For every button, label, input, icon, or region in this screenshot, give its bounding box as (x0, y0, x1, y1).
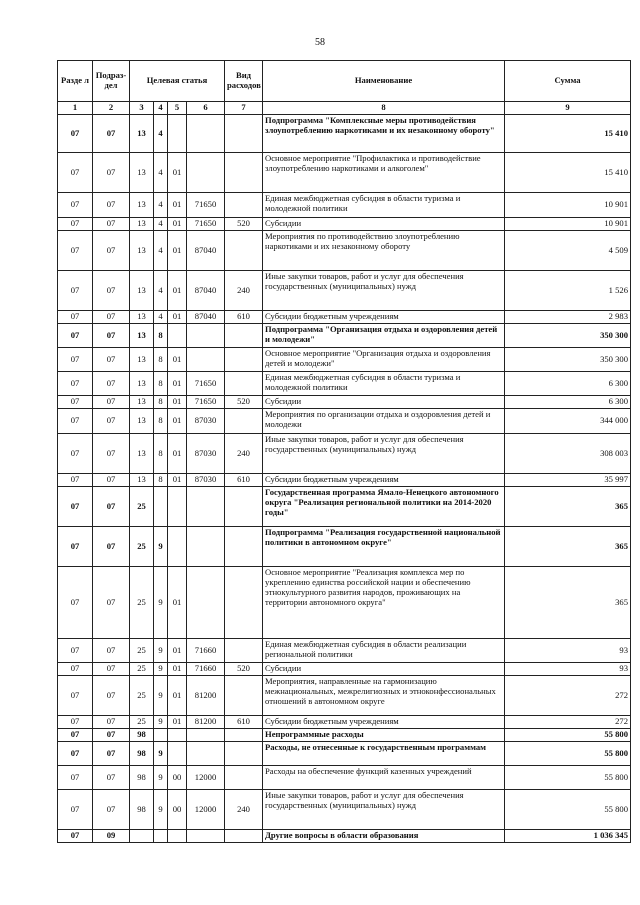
col-razdel: 07 (58, 830, 93, 843)
col-program: 13 (130, 153, 154, 193)
col-expense-type (225, 729, 263, 742)
col-event: 01 (168, 271, 187, 311)
table-row (58, 348, 631, 372)
col-sum: 10 901 (505, 193, 631, 218)
col-name: Государственная программа Ямало-Ненецкого автономного округа "Реализация региональной политики на 2014-2020 годы" (263, 487, 505, 527)
col-subprogram: 4 (154, 231, 168, 271)
col-program: 25 (130, 663, 154, 676)
col-razdel: 07 (58, 527, 93, 567)
col-razdel: 07 (58, 409, 93, 434)
col-direction (187, 567, 225, 639)
col-podrazdel: 07 (93, 527, 130, 567)
col-podrazdel: 07 (93, 434, 130, 474)
col-name: Субсидии бюджетным учреждениям (263, 716, 505, 729)
table-row (58, 639, 631, 663)
col-name: Субсидии (263, 218, 505, 231)
col-sum: 10 901 (505, 218, 631, 231)
col-podrazdel: 07 (93, 716, 130, 729)
col-direction (187, 153, 225, 193)
col-name: Подпрограмма "Реализация государственной национальной политики в автономном округе" (263, 527, 505, 567)
col-podrazdel: 07 (93, 271, 130, 311)
col-direction: 87030 (187, 409, 225, 434)
col-name: Расходы, не отнесенные к государственным программам (263, 742, 505, 766)
col-direction (187, 487, 225, 527)
table-row (58, 729, 631, 742)
col-podrazdel: 07 (93, 115, 130, 153)
col-event: 01 (168, 193, 187, 218)
col-event: 01 (168, 474, 187, 487)
col-subprogram: 4 (154, 193, 168, 218)
col-expense-type (225, 742, 263, 766)
col-podrazdel: 07 (93, 676, 130, 716)
col-subprogram: 8 (154, 474, 168, 487)
col-direction: 87040 (187, 311, 225, 324)
column-number: 1 (58, 102, 93, 115)
col-razdel: 07 (58, 153, 93, 193)
col-program: 25 (130, 639, 154, 663)
col-event (168, 324, 187, 348)
table-row (58, 487, 631, 527)
table-row (58, 372, 631, 396)
column-number: 3 (130, 102, 154, 115)
col-name: Расходы на обеспечение функций казенных учреждений (263, 766, 505, 790)
col-name: Подпрограмма "Комплексные меры противодействия злоупотреблению наркотиками и их незаконному обороту" (263, 115, 505, 153)
col-subprogram: 9 (154, 567, 168, 639)
col-expense-type (225, 153, 263, 193)
col-razdel: 07 (58, 311, 93, 324)
col-razdel: 07 (58, 639, 93, 663)
col-expense-type: 520 (225, 663, 263, 676)
col-event: 01 (168, 434, 187, 474)
col-subprogram: 8 (154, 348, 168, 372)
col-direction: 87030 (187, 434, 225, 474)
col-sum: 93 (505, 639, 631, 663)
col-subprogram (154, 487, 168, 527)
col-event: 01 (168, 396, 187, 409)
col-event (168, 830, 187, 843)
col-sum: 272 (505, 676, 631, 716)
col-subprogram: 4 (154, 271, 168, 311)
col-expense-type (225, 193, 263, 218)
col-direction: 12000 (187, 790, 225, 830)
col-sum: 365 (505, 527, 631, 567)
col-razdel: 07 (58, 790, 93, 830)
col-expense-type (225, 372, 263, 396)
col-sum: 1 526 (505, 271, 631, 311)
col-name: Основное мероприятие "Профилактика и противодействие злоупотреблению наркотиками и алкоголем" (263, 153, 505, 193)
page-number: 58 (315, 37, 325, 48)
col-direction: 71660 (187, 639, 225, 663)
table-row (58, 766, 631, 790)
col-razdel: 07 (58, 487, 93, 527)
col-razdel: 07 (58, 663, 93, 676)
col-event (168, 742, 187, 766)
col-direction (187, 324, 225, 348)
col-podrazdel: 07 (93, 396, 130, 409)
column-number: 2 (93, 102, 130, 115)
col-expense-type (225, 487, 263, 527)
col-name: Иные закупки товаров, работ и услуг для обеспечения государственных (муниципальных) нужд (263, 434, 505, 474)
table-row (58, 324, 631, 348)
col-expense-type (225, 567, 263, 639)
col-podrazdel: 07 (93, 487, 130, 527)
col-razdel: 07 (58, 231, 93, 271)
col-expense-type: 610 (225, 311, 263, 324)
col-razdel: 07 (58, 193, 93, 218)
col-event (168, 729, 187, 742)
column-number: 8 (263, 102, 505, 115)
col-program: 13 (130, 434, 154, 474)
col-direction (187, 527, 225, 567)
col-direction (187, 115, 225, 153)
col-direction: 12000 (187, 766, 225, 790)
col-sum: 55 800 (505, 729, 631, 742)
header-row (58, 61, 631, 102)
col-subprogram: 9 (154, 639, 168, 663)
col-sum: 4 509 (505, 231, 631, 271)
col-program: 25 (130, 527, 154, 567)
col-expense-type (225, 830, 263, 843)
col-program: 98 (130, 766, 154, 790)
col-sum: 55 800 (505, 790, 631, 830)
col-sum: 1 036 345 (505, 830, 631, 843)
col-sum: 365 (505, 487, 631, 527)
col-razdel: 07 (58, 372, 93, 396)
col-podrazdel: 07 (93, 324, 130, 348)
col-subprogram: 9 (154, 716, 168, 729)
col-expense-type (225, 115, 263, 153)
col-direction: 71650 (187, 372, 225, 396)
col-subprogram (154, 830, 168, 843)
col-name: Единая межбюджетная субсидия в области реализации региональной политики (263, 639, 505, 663)
col-sum: 350 300 (505, 324, 631, 348)
column-number-row (58, 102, 631, 115)
col-sum: 15 410 (505, 153, 631, 193)
col-event: 01 (168, 348, 187, 372)
col-event: 01 (168, 567, 187, 639)
col-event: 01 (168, 231, 187, 271)
col-podrazdel: 07 (93, 193, 130, 218)
col-event (168, 527, 187, 567)
col-subprogram: 8 (154, 396, 168, 409)
col-expense-type: 520 (225, 396, 263, 409)
col-direction (187, 348, 225, 372)
col-podrazdel: 07 (93, 663, 130, 676)
table-row (58, 676, 631, 716)
col-expense-type (225, 409, 263, 434)
col-direction (187, 729, 225, 742)
col-program: 98 (130, 790, 154, 830)
col-name: Основное мероприятие "Реализация комплекса мер по укреплению единства российской нации и обеспечению этнокультурного развития народов, проживающих на территории автономного округа" (263, 567, 505, 639)
col-podrazdel: 07 (93, 311, 130, 324)
table-row (58, 830, 631, 843)
col-podrazdel: 07 (93, 218, 130, 231)
col-razdel: 07 (58, 474, 93, 487)
col-name: Мероприятия по организации отдыха и оздоровления детей и молодежи (263, 409, 505, 434)
col-program: 13 (130, 115, 154, 153)
col-event: 01 (168, 218, 187, 231)
table-row (58, 434, 631, 474)
col-sum: 308 003 (505, 434, 631, 474)
col-name: Другие вопросы в области образования (263, 830, 505, 843)
col-sum: 15 410 (505, 115, 631, 153)
col-name: Мероприятия по противодействию злоупотреблению наркотиками и их незаконному обороту (263, 231, 505, 271)
col-subprogram (154, 729, 168, 742)
col-razdel: 07 (58, 729, 93, 742)
col-podrazdel: 07 (93, 372, 130, 396)
col-podrazdel: 07 (93, 409, 130, 434)
col-event: 01 (168, 663, 187, 676)
col-subprogram: 8 (154, 324, 168, 348)
col-razdel: 07 (58, 676, 93, 716)
col-name: Субсидии (263, 396, 505, 409)
col-subprogram: 4 (154, 153, 168, 193)
table-row (58, 474, 631, 487)
col-razdel: 07 (58, 742, 93, 766)
col-event: 00 (168, 766, 187, 790)
col-expense-type (225, 348, 263, 372)
col-subprogram: 4 (154, 311, 168, 324)
table-row (58, 527, 631, 567)
col-event (168, 487, 187, 527)
col-name: Единая межбюджетная субсидия в области туризма и молодежной политики (263, 372, 505, 396)
col-sum: 35 997 (505, 474, 631, 487)
col-event (168, 115, 187, 153)
col-program: 98 (130, 729, 154, 742)
col-podrazdel: 07 (93, 567, 130, 639)
col-razdel: 07 (58, 271, 93, 311)
col-program: 25 (130, 487, 154, 527)
col-name: Иные закупки товаров, работ и услуг для обеспечения государственных (муниципальных) нужд (263, 790, 505, 830)
col-program: 13 (130, 348, 154, 372)
col-program: 25 (130, 676, 154, 716)
col-subprogram: 9 (154, 766, 168, 790)
col-podrazdel: 07 (93, 729, 130, 742)
col-direction (187, 742, 225, 766)
col-event: 01 (168, 153, 187, 193)
col-event: 01 (168, 716, 187, 729)
col-expense-type: 240 (225, 434, 263, 474)
header-name: Наименование (263, 61, 505, 102)
col-razdel: 07 (58, 766, 93, 790)
col-subprogram: 9 (154, 790, 168, 830)
col-subprogram: 4 (154, 115, 168, 153)
col-expense-type: 610 (225, 716, 263, 729)
col-program: 13 (130, 271, 154, 311)
col-expense-type: 240 (225, 790, 263, 830)
col-podrazdel: 07 (93, 790, 130, 830)
col-expense-type (225, 766, 263, 790)
col-expense-type (225, 231, 263, 271)
col-expense-type: 520 (225, 218, 263, 231)
col-razdel: 07 (58, 348, 93, 372)
col-direction: 87030 (187, 474, 225, 487)
column-number: 7 (225, 102, 263, 115)
col-razdel: 07 (58, 567, 93, 639)
col-direction: 71650 (187, 396, 225, 409)
col-razdel: 07 (58, 716, 93, 729)
col-sum: 6 300 (505, 372, 631, 396)
col-direction: 71660 (187, 663, 225, 676)
col-razdel: 07 (58, 324, 93, 348)
col-program: 13 (130, 474, 154, 487)
col-expense-type: 240 (225, 271, 263, 311)
table-row (58, 271, 631, 311)
col-subprogram: 9 (154, 663, 168, 676)
col-event: 01 (168, 372, 187, 396)
col-podrazdel: 07 (93, 153, 130, 193)
table-row (58, 193, 631, 218)
table-row (58, 790, 631, 830)
table-row (58, 409, 631, 434)
table-body (58, 115, 631, 843)
col-direction: 71650 (187, 218, 225, 231)
col-sum: 344 000 (505, 409, 631, 434)
col-program: 98 (130, 742, 154, 766)
col-event: 01 (168, 311, 187, 324)
col-sum: 350 300 (505, 348, 631, 372)
col-direction: 81200 (187, 716, 225, 729)
col-subprogram: 9 (154, 676, 168, 716)
col-direction: 81200 (187, 676, 225, 716)
col-name: Подпрограмма "Организация отдыха и оздоровления детей и молодежи" (263, 324, 505, 348)
col-podrazdel: 07 (93, 348, 130, 372)
col-program: 13 (130, 409, 154, 434)
col-sum: 93 (505, 663, 631, 676)
col-name: Мероприятия, направленные на гармонизацию межнациональных, межрелигиозных и этноконфессиональных отношений в автономном округе (263, 676, 505, 716)
col-subprogram: 4 (154, 218, 168, 231)
col-direction: 71650 (187, 193, 225, 218)
col-expense-type (225, 676, 263, 716)
table-row (58, 311, 631, 324)
col-name: Иные закупки товаров, работ и услуг для обеспечения государственных (муниципальных) нужд (263, 271, 505, 311)
table-row (58, 115, 631, 153)
col-sum: 365 (505, 567, 631, 639)
col-event: 01 (168, 639, 187, 663)
col-event: 00 (168, 790, 187, 830)
column-number: 5 (168, 102, 187, 115)
col-expense-type (225, 324, 263, 348)
col-sum: 55 800 (505, 766, 631, 790)
col-program: 13 (130, 396, 154, 409)
table-row (58, 396, 631, 409)
column-number: 9 (505, 102, 631, 115)
col-name: Субсидии бюджетным учреждениям (263, 474, 505, 487)
col-podrazdel: 09 (93, 830, 130, 843)
col-name: Субсидии бюджетным учреждениям (263, 311, 505, 324)
col-program: 13 (130, 218, 154, 231)
col-program: 25 (130, 716, 154, 729)
table-row (58, 567, 631, 639)
table-row (58, 231, 631, 271)
col-expense-type (225, 639, 263, 663)
col-direction (187, 830, 225, 843)
col-podrazdel: 07 (93, 766, 130, 790)
column-number: 4 (154, 102, 168, 115)
table-row (58, 153, 631, 193)
col-sum: 55 800 (505, 742, 631, 766)
col-subprogram: 8 (154, 434, 168, 474)
col-name: Единая межбюджетная субсидия в области туризма и молодежной политики (263, 193, 505, 218)
column-number: 6 (187, 102, 225, 115)
col-program: 13 (130, 324, 154, 348)
col-subprogram: 9 (154, 742, 168, 766)
col-podrazdel: 07 (93, 231, 130, 271)
header-sum: Сумма (505, 61, 631, 102)
table-row (58, 218, 631, 231)
col-subprogram: 9 (154, 527, 168, 567)
col-direction: 87040 (187, 231, 225, 271)
col-razdel: 07 (58, 396, 93, 409)
budget-table (57, 60, 631, 843)
header-expense-type: Вид расходов (225, 61, 263, 102)
table-row (58, 742, 631, 766)
col-razdel: 07 (58, 218, 93, 231)
header-podrazdel: Подраз- дел (93, 61, 130, 102)
col-sum: 272 (505, 716, 631, 729)
col-program: 13 (130, 231, 154, 271)
col-name: Непрограммные расходы (263, 729, 505, 742)
col-program: 13 (130, 311, 154, 324)
col-program (130, 830, 154, 843)
col-razdel: 07 (58, 115, 93, 153)
col-podrazdel: 07 (93, 474, 130, 487)
col-subprogram: 8 (154, 372, 168, 396)
col-program: 25 (130, 567, 154, 639)
col-name: Основное мероприятие "Организация отдыха и оздоровления детей и молодежи" (263, 348, 505, 372)
header-razdel: Разде л (58, 61, 93, 102)
col-razdel: 07 (58, 434, 93, 474)
col-event: 01 (168, 676, 187, 716)
table-row (58, 716, 631, 729)
col-podrazdel: 07 (93, 742, 130, 766)
col-name: Субсидии (263, 663, 505, 676)
col-event: 01 (168, 409, 187, 434)
col-expense-type: 610 (225, 474, 263, 487)
col-sum: 6 300 (505, 396, 631, 409)
col-program: 13 (130, 372, 154, 396)
col-program: 13 (130, 193, 154, 218)
col-expense-type (225, 527, 263, 567)
col-sum: 2 983 (505, 311, 631, 324)
col-podrazdel: 07 (93, 639, 130, 663)
col-direction: 87040 (187, 271, 225, 311)
col-subprogram: 8 (154, 409, 168, 434)
table-row (58, 663, 631, 676)
header-target-article: Целевая статья (130, 61, 225, 102)
